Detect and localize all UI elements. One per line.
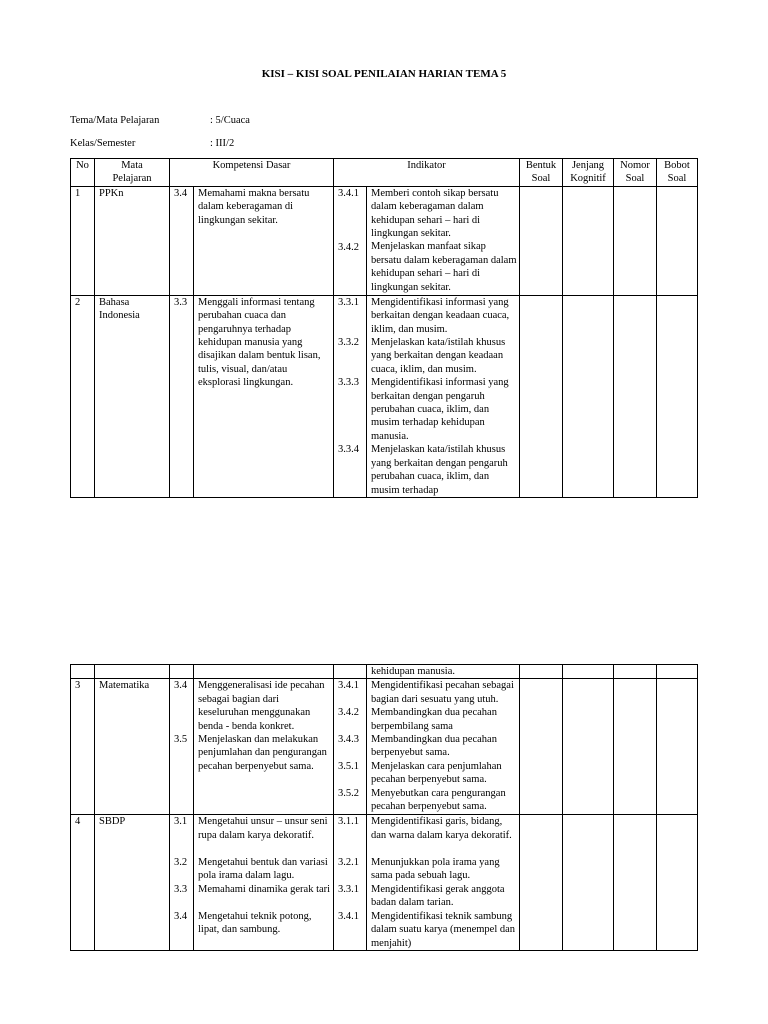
indikator-number: 3.3.3 [338, 376, 360, 388]
kd-text: Menggali informasi tentang perubahan cuaca dan pengaruhnya terhadap kehidupan manusia yang disajikan dalam bentuk lisan, tulis, visual, dan/atau eksplorasi lingkungan. [198, 296, 321, 389]
indikator-text: Menjelaskan cara penjumlahan pecahan berpenyebut sama. [371, 760, 502, 786]
indikator-text: Membandingkan dua pecahan berpembilang sama [371, 707, 497, 732]
header-indikator: Indikator [334, 159, 520, 187]
cell-bentuk-soal [520, 815, 563, 951]
table-header-row [71, 159, 698, 187]
meta-tema [70, 114, 670, 128]
table-row [71, 186, 698, 295]
indikator-text: Mengidentifikasi informasi yang berkaitan dengan keadaan cuaca, iklim, dan musim. [371, 296, 510, 335]
indikator-text: Mengidentifikasi garis, bidang, dan warna dalam karya dekoratif. [371, 816, 512, 841]
indikator-number: 3.3.2 [338, 336, 360, 348]
cell-kd-number [170, 679, 194, 815]
kd-number: 3.4 [174, 187, 188, 199]
table-row [71, 815, 698, 951]
cell-indikator-number [334, 665, 367, 679]
cell-jenjang-kognitif [563, 679, 614, 815]
cell-mata-pelajaran: Bahasa Indonesia [95, 295, 170, 497]
indikator-text: Memberi contoh sikap bersatu dalam keberagaman dalam kehidupan sehari – hari di lingkungan sekitar. [371, 187, 499, 240]
cell-jenjang-kognitif [563, 815, 614, 951]
document-title: KISI – KISI SOAL PENILAIAN HARIAN TEMA 5 [261, 68, 507, 80]
cell-bobot-soal [657, 679, 698, 815]
cell-nomor-soal [614, 186, 657, 295]
indikator-text: kehidupan manusia. [371, 666, 455, 677]
kd-text: Mengetahui unsur – unsur seni rupa dalam karya dekoratif. [198, 816, 328, 841]
kd-text: Memahami makna bersatu dalam keberagaman di lingkungan sekitar. [198, 187, 310, 226]
cell-bentuk-soal [520, 665, 563, 679]
cell-jenjang-kognitif [563, 295, 614, 497]
indikator-text: Mengidentifikasi gerak anggota badan dalam tarian. [371, 883, 505, 909]
kd-text: Menjelaskan dan melakukan penjumlahan dan pengurangan pecahan berpenyebut sama. [198, 734, 327, 772]
header-mata-pelajaran [95, 159, 170, 187]
meta-value: : 5/Cuaca [210, 115, 250, 126]
indikator-text: Menjelaskan kata/istilah khusus yang berkaitan dengan keadaan cuaca, iklim, dan musim. [371, 337, 506, 375]
cell-indikator-number [334, 295, 367, 497]
cell-jenjang-kognitif [563, 665, 614, 679]
indikator-number: 3.4.2 [338, 707, 359, 719]
kisi-table-continued [70, 664, 698, 951]
indikator-number: 3.4.1 [338, 680, 359, 692]
cell-nomor-soal [614, 815, 657, 951]
cell-no: 2 [71, 295, 95, 497]
cell-kd-number [170, 295, 194, 497]
table-body [71, 665, 698, 951]
cell-kd-text [194, 679, 334, 815]
cell-bobot-soal [657, 295, 698, 497]
meta-kelas [70, 137, 670, 151]
cell-bobot-soal [657, 665, 698, 679]
indikator-number: 3.3.1 [338, 296, 360, 308]
header-no: No [71, 159, 95, 187]
kisi-table [70, 158, 698, 498]
kd-number: 3.4 [174, 910, 188, 922]
indikator-text: Mengidentifikasi teknik sambung dalam suatu karya (menempel dan menjahit) [371, 910, 516, 949]
meta-label: Tema/Mata Pelajaran [70, 115, 160, 126]
cell-mata-pelajaran [95, 665, 170, 679]
cell-kd-number [170, 665, 194, 679]
header-bentuk-soal: Bentuk Soal [520, 159, 563, 187]
indikator-text: Membandingkan dua pecahan berpenyebut sama. [371, 734, 497, 759]
indikator-text: Menunjukkan pola irama yang sama pada sebuah lagu. [371, 856, 500, 882]
cell-indikator-number [334, 186, 367, 295]
kd-number: 3.1 [174, 816, 188, 828]
header-kompetensi-dasar: Kompetensi Dasar [170, 159, 334, 187]
indikator-number: 3.4.2 [338, 241, 360, 253]
indikator-text: Mengidentifikasi informasi yang berkaitan dengan pengaruh perubahan cuaca, iklim, dan musim terhadap kehidupan manusia. [371, 377, 509, 442]
indikator-number [338, 665, 364, 678]
meta-label: Kelas/Semester [70, 138, 136, 149]
cell-nomor-soal [614, 665, 657, 679]
cell-kd-text [194, 665, 334, 679]
indikator-number: 3.1.1 [338, 816, 359, 828]
cell-mata-pelajaran: PPKn [95, 186, 170, 295]
table-row [71, 679, 698, 815]
kd-number: 3.3 [174, 883, 188, 895]
kd-number: 3.4 [174, 680, 188, 692]
header-nomor-soal: Nomor Soal [614, 159, 657, 187]
cell-kd-number [170, 815, 194, 951]
cell-kd-text [194, 295, 334, 497]
cell-indikator-text [367, 679, 520, 815]
cell-bobot-soal [657, 186, 698, 295]
indikator-text: Mengidentifikasi pecahan sebagai bagian dari sesuatu yang utuh. [371, 680, 514, 705]
indikator-number: 3.4.1 [338, 910, 359, 922]
indikator-number: 3.3.4 [338, 443, 360, 455]
cell-bobot-soal [657, 815, 698, 951]
cell-mata-pelajaran: Matematika [95, 679, 170, 815]
kd-text: Mengetahui bentuk dan variasi pola irama dalam lagu. [198, 856, 328, 882]
table-row [71, 665, 698, 679]
indikator-text: Menjelaskan kata/istilah khusus yang berkaitan dengan pengaruh perubahan cuaca, iklim, dan musim terhadap [371, 444, 508, 496]
cell-indikator-text [367, 186, 520, 295]
cell-nomor-soal [614, 295, 657, 497]
kd-text: Menggeneralisasi ide pecahan sebagai bagian dari keseluruhan menggunakan benda - benda konkret. [198, 680, 325, 732]
cell-indikator-text [367, 295, 520, 497]
indikator-number: 3.4.3 [338, 734, 359, 746]
kd-number: 3.5 [174, 734, 188, 746]
cell-nomor-soal [614, 679, 657, 815]
kd-number: 3.2 [174, 856, 188, 868]
cell-mata-pelajaran: SBDP [95, 815, 170, 951]
cell-kd-number [170, 186, 194, 295]
indikator-number: 3.4.1 [338, 187, 360, 199]
cell-no: 4 [71, 815, 95, 951]
cell-kd-text [194, 815, 334, 951]
table-row [71, 295, 698, 497]
cell-indikator-text [367, 665, 520, 679]
cell-no: 1 [71, 186, 95, 295]
cell-bentuk-soal [520, 679, 563, 815]
header-bobot-soal: Bobot Soal [657, 159, 698, 187]
kd-number: 3.3 [174, 296, 188, 308]
kd-text: Mengetahui teknik potong, lipat, dan sambung. [198, 910, 312, 936]
header-jenjang-kognitif: Jenjang Kognitif [563, 159, 614, 187]
meta-value: : III/2 [210, 138, 235, 149]
indikator-number: 3.5.1 [338, 761, 359, 773]
kd-text: Memahami dinamika gerak tari [198, 883, 331, 895]
cell-indikator-text [367, 815, 520, 951]
cell-jenjang-kognitif [563, 186, 614, 295]
table-body [71, 186, 698, 497]
indikator-number: 3.3.1 [338, 883, 359, 895]
cell-indikator-number [334, 679, 367, 815]
cell-bentuk-soal [520, 295, 563, 497]
cell-kd-text [194, 186, 334, 295]
cell-no: 3 [71, 679, 95, 815]
cell-bentuk-soal [520, 186, 563, 295]
cell-indikator-number [334, 815, 367, 951]
indikator-text: Menjelaskan manfaat sikap bersatu dalam keberagaman dalam kehidupan sehari – hari di lingkungan sekitar. [371, 241, 517, 293]
header-mata-pelajaran-label: Mata Pelajaran [112, 160, 152, 185]
indikator-number: 3.5.2 [338, 788, 359, 800]
indikator-text: Menyebutkan cara pengurangan pecahan berpenyebut sama. [371, 787, 506, 813]
indikator-number: 3.2.1 [338, 856, 359, 868]
cell-no [71, 665, 95, 679]
